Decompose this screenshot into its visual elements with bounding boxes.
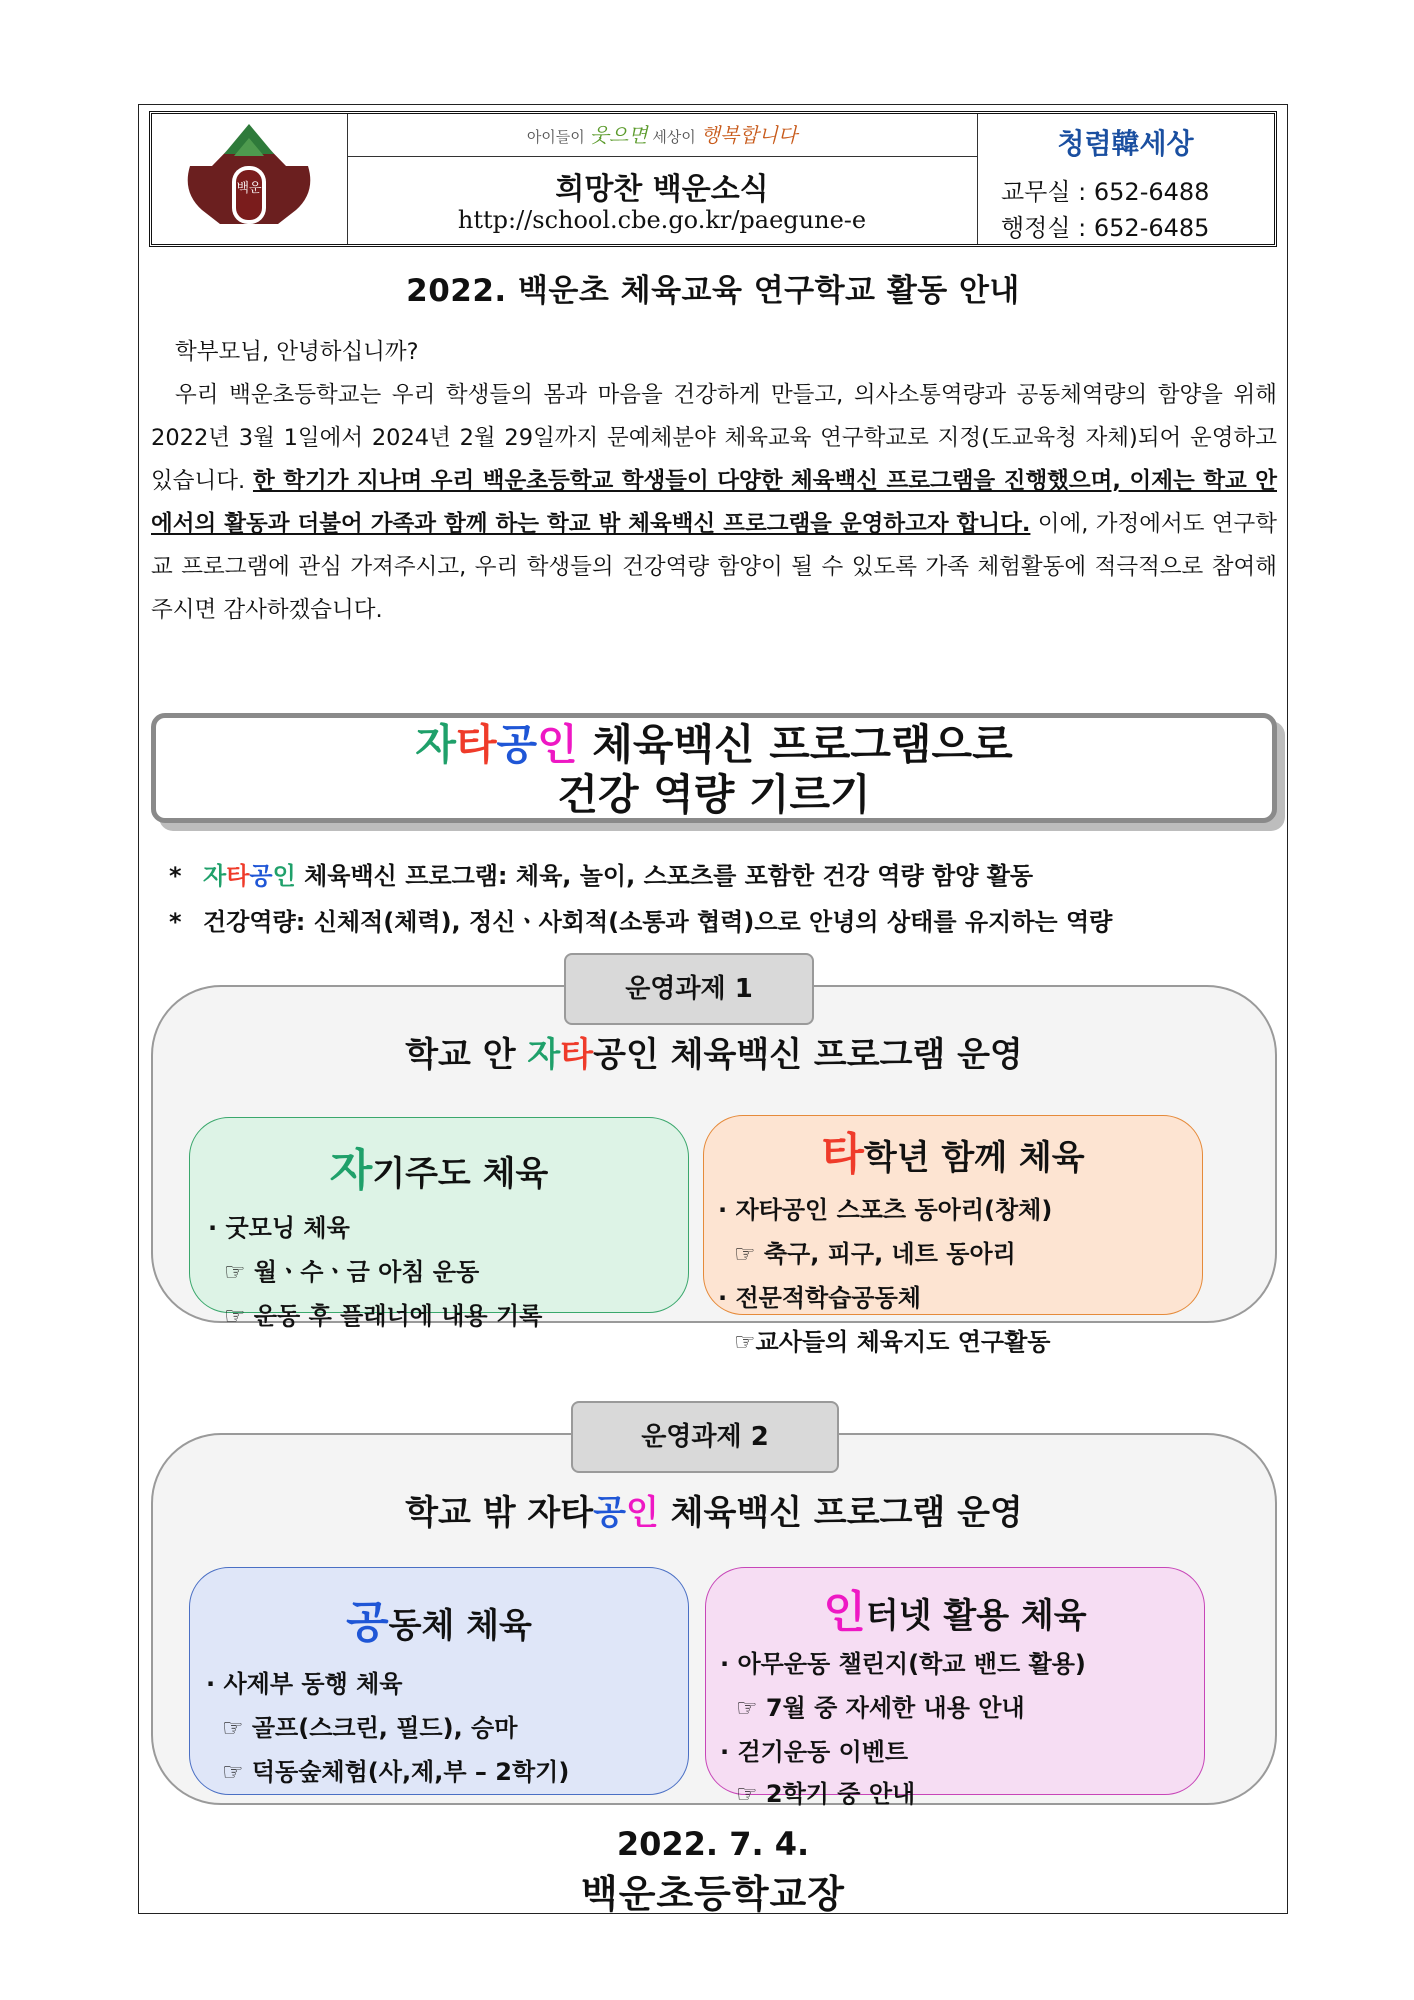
list-item: ☞ 2학기 중 안내 — [736, 1780, 916, 1808]
intro-emphasis: 한 학기가 지나며 우리 백운초등학교 학생들이 다양한 체육백신 프로그램을 진행했으며, 이제는 학교 안에서의 활동과 더불어 가족과 함께 하는 학교 밖 체육백신 프로그램을 운영하고자 합니다. — [151, 468, 1277, 537]
task2-title: 학교 밖 자타공인 체육백신 프로그램 운영 — [405, 1493, 1023, 1533]
task1-panel — [151, 985, 1277, 1356]
intro-text — [151, 331, 1277, 632]
slogan-smile: 웃으면 — [589, 123, 648, 147]
list-item: · 굿모닝 체육 — [208, 1214, 350, 1242]
document-page — [138, 104, 1288, 1914]
definition-notes — [169, 853, 1112, 945]
box-self-directed — [189, 1117, 689, 1330]
list-item: ☞ 덕동숲체험(사,제,부 – 2학기) — [222, 1758, 570, 1786]
program-banner — [151, 713, 1277, 823]
box-other-grades — [703, 1115, 1203, 1356]
school-emblem-icon — [152, 114, 347, 244]
list-item: · 걷기운동 이벤트 — [720, 1738, 909, 1766]
greeting: 학부모님, 안녕하십니까? — [175, 339, 419, 365]
list-item: ☞ 축구, 피구, 네트 동아리 — [734, 1240, 1016, 1268]
banner-line-1: 자타공인 체육백신 프로그램으로 — [415, 720, 1013, 769]
emblem-text-1: 백운 — [236, 181, 262, 196]
list-item: ☞교사들의 체육지도 연구활동 — [734, 1328, 1051, 1356]
task2-tab: 운영과제 2 — [571, 1401, 839, 1473]
document-title: 2022. 백운초 체육교육 연구학교 활동 안내 — [406, 273, 1020, 309]
box-other-heading: 타학년 함께 체육 — [821, 1129, 1085, 1180]
slogan-world: 세상이 — [652, 128, 696, 146]
box-community — [189, 1567, 689, 1795]
list-item: · 자타공인 스포츠 동아리(창체) — [718, 1196, 1053, 1224]
task1-tab: 운영과제 1 — [564, 953, 814, 1025]
intro-body: 우리 백운초등학교는 우리 학생들의 몸과 마음을 건강하게 만들고, 의사소통역량과 공동체역량의 함양을 위해 2022년 3월 1일에서 2024년 2월 29일까지 문예체분야 체육교육 연구학교로 지정(도교육청 자체)되어 운영하고 있습니다. 한 학기가 지나며 우리 백운초등학교 학생들이 다양한 체육백신 프로그램을 진행했으며, 이제는 학교 안에서의 활동과 더불어 가족과 함께 하는 학교 밖 체육백신 프로그램을 운영하고자 합니다. 이에, 가정에서도 연구학교 프로그램에 관심 가져주시고, 우리 학생들의 건강역량 함양이 될 수 있도록 가족 체험활동에 적극적으로 참여해 주시면 감사하겠습니다. — [151, 382, 1277, 623]
list-item: · 사제부 동행 체육 — [206, 1670, 403, 1698]
note-program: * 자타공인 체육백신 프로그램: 체육, 놀이, 스포츠를 포함한 건강 역량 함양 활동 — [169, 862, 1034, 890]
box-internet — [705, 1567, 1205, 1808]
brand-logo: 청렴韓세상 — [1057, 127, 1194, 160]
phone-admin: 행정실 : 652-6485 — [1001, 214, 1210, 242]
task1-title: 학교 안 자타공인 체육백신 프로그램 운영 — [405, 1035, 1023, 1075]
newsletter-name: 희망찬 백운소식 — [555, 172, 769, 207]
list-item: ☞ 골프(스크린, 필드), 승마 — [222, 1714, 518, 1742]
slogan-left: 아이들이 — [526, 128, 585, 146]
newsletter-header — [149, 111, 1277, 247]
slogan — [347, 114, 977, 157]
task2-panel — [151, 1433, 1277, 1808]
list-item: · 아무운동 챌린지(학교 밴드 활용) — [720, 1650, 1086, 1678]
contact-cell — [977, 114, 1274, 244]
list-item: ☞ 운동 후 플래너에 내용 기록 — [224, 1302, 543, 1330]
list-item: ☞ 7월 중 자세한 내용 안내 — [736, 1694, 1025, 1722]
issue-date: 2022. 7. 4. — [616, 1825, 810, 1863]
box-community-heading: 공동체 체육 — [346, 1597, 532, 1648]
list-item: · 전문적학습공동체 — [718, 1284, 921, 1312]
slogan-happy: 행복합니다 — [700, 123, 798, 147]
box-self-heading: 자기주도 체육 — [329, 1145, 549, 1196]
title-cell — [347, 114, 978, 244]
school-url[interactable]: http://school.cbe.go.kr/paegune-e — [457, 206, 867, 234]
phone-office: 교무실 : 652-6488 — [1001, 178, 1210, 206]
banner-line-2: 건강 역량 기르기 — [557, 770, 871, 819]
note-competency: * 건강역량: 신체적(체력), 정신ㆍ사회적(소통과 협력)으로 안녕의 상태를 유지하는 역량 — [169, 908, 1113, 936]
emblem-cell — [152, 114, 348, 244]
list-item: ☞ 월ㆍ수ㆍ금 아침 운동 — [224, 1258, 480, 1286]
signature: 백운초등학교장 — [581, 1872, 845, 1916]
box-internet-heading: 인터넷 활용 체육 — [823, 1587, 1087, 1638]
